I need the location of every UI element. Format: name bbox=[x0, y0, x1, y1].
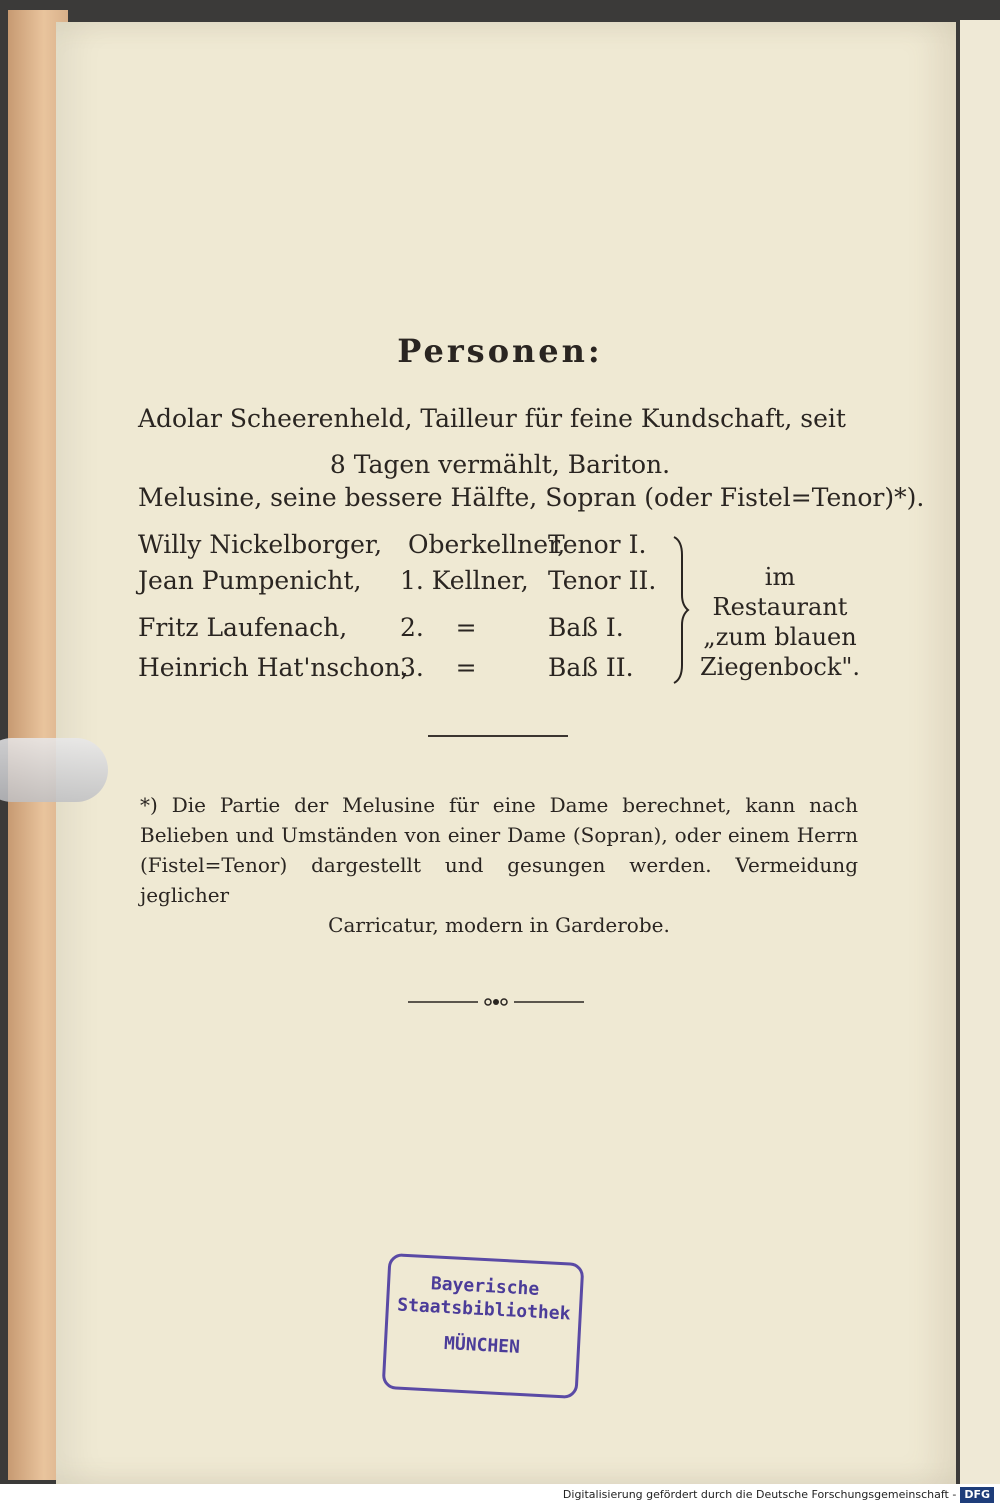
cast-name: Fritz Laufenach, bbox=[138, 613, 348, 642]
cast-role: Oberkellner, bbox=[408, 530, 566, 559]
cast-name: Heinrich Hat'nschon, bbox=[138, 653, 409, 682]
digitization-footer bbox=[0, 1484, 1000, 1506]
page-clip bbox=[0, 738, 108, 802]
footnote-body: *) Die Partie der Melusine für eine Dame berechnet, kann nach Belieben und Umständen von einer Dame (Sopran), oder einem Herrn (Fistel=Tenor) dargestellt und gesungen werden. Vermeidung jeglicher bbox=[140, 793, 858, 907]
footnote bbox=[140, 790, 858, 940]
cast-name: Willy Nickelborger, bbox=[138, 530, 383, 559]
stamp-line: MÜNCHEN bbox=[443, 1332, 521, 1358]
cast-line-melusine: Melusine, seine bessere Hälfte, Sopran (oder Fistel=Tenor)*). bbox=[138, 483, 925, 512]
next-page-edge bbox=[960, 20, 1000, 1484]
cast-voice: Baß II. bbox=[548, 653, 634, 682]
stamp-line: Staatsbibliothek bbox=[396, 1294, 571, 1325]
cast-voice: Tenor II. bbox=[548, 566, 657, 595]
cast-role: 3. = bbox=[400, 653, 477, 682]
cast-line-adolar: Adolar Scheerenheld, Tailleur für feine Kundschaft, seit bbox=[138, 404, 846, 433]
dfg-logo: DFG bbox=[960, 1487, 994, 1503]
stamp-line: Bayerische bbox=[430, 1273, 540, 1300]
bracket-note-line: „zum blauen bbox=[703, 623, 857, 651]
cast-voice: Baß I. bbox=[548, 613, 624, 642]
library-stamp bbox=[382, 1253, 585, 1399]
footnote-last-line: Carricatur, modern in Garderobe. bbox=[328, 913, 670, 937]
footer-credit: Digitalisierung gefördert durch die Deutsche Forschungsgemeinschaft - bbox=[562, 1488, 957, 1501]
ornament-divider-icon bbox=[408, 994, 584, 1010]
brace-icon bbox=[670, 535, 690, 685]
cast-role: 2. = bbox=[400, 613, 477, 642]
bracket-note-line: im Restaurant bbox=[712, 563, 848, 621]
cast-name: Jean Pumpenicht, bbox=[138, 566, 362, 595]
cast-voice: Tenor I. bbox=[548, 530, 647, 559]
bracket-note-line: Ziegenbock". bbox=[700, 653, 861, 681]
divider-rule bbox=[428, 735, 568, 737]
cast-role: 1. Kellner, bbox=[400, 566, 529, 595]
page-heading: Personen: bbox=[397, 332, 603, 370]
cast-line-adolar-cont: 8 Tagen vermählt, Bariton. bbox=[329, 450, 671, 479]
bracket-note bbox=[700, 562, 860, 682]
